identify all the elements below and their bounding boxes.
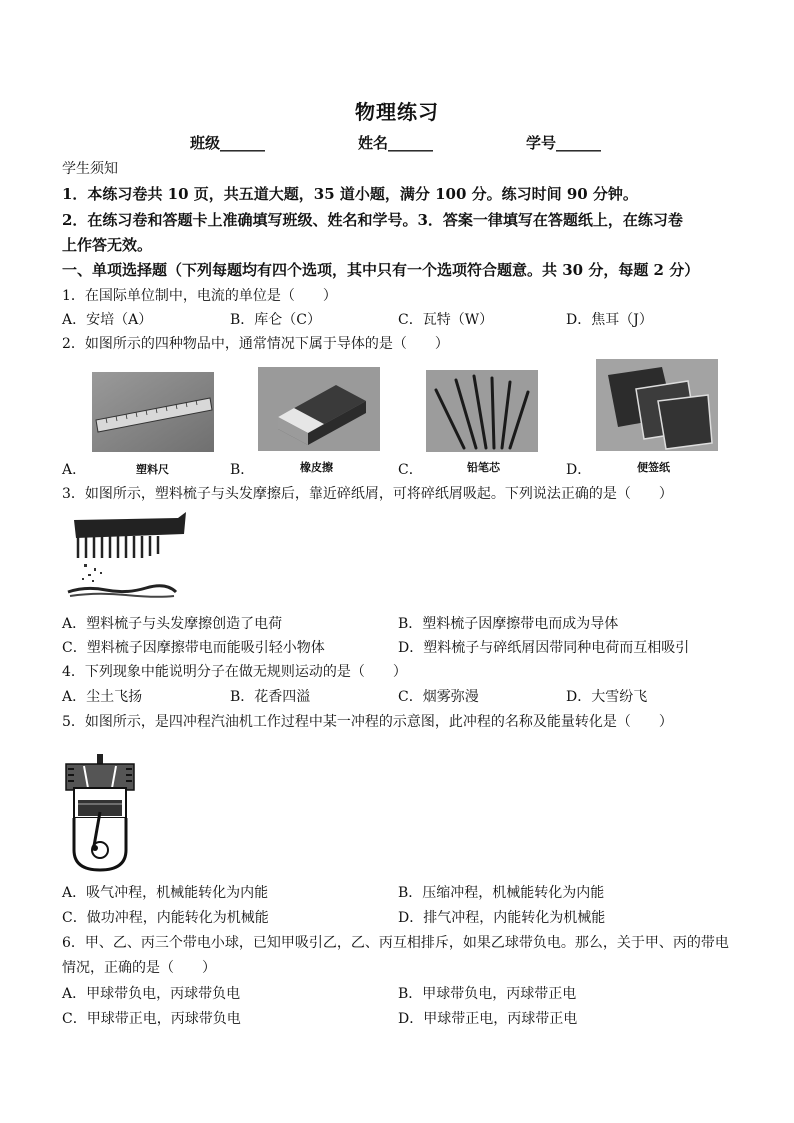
q2-caption-ruler: 塑料尺 [136,463,169,476]
notice-line-1: 1．本练习卷共 10 页，共五道大题，35 道小题，满分 100 分。练习时间 90 分钟。 [62,185,638,203]
plastic-ruler-image [92,372,214,452]
q1-option-b: B．库仑（C） [230,312,321,328]
name-field: 姓名______ [358,134,434,152]
page-title: 物理练习 [355,100,439,124]
q2-caption-eraser: 橡皮擦 [300,461,333,474]
q3-option-a: A．塑料梳子与头发摩擦创造了电荷 [62,616,283,632]
question-3-stem: 3．如图所示，塑料梳子与头发摩擦后，靠近碎纸屑，可将碎纸屑吸起。下列说法正确的是（ ） [62,486,673,502]
q3-option-d: D．塑料梳子与碎纸屑因带同种电荷而互相吸引 [398,640,690,656]
q4-option-c: C．烟雾弥漫 [398,689,479,705]
question-6-stem-line-1: 6．甲、乙、丙三个带电小球，已知甲吸引乙，乙、丙互相排斥，如果乙球带负电。那么，关于甲、丙的带电 [62,935,729,951]
notice-line-3: 上作答无效。 [62,236,153,254]
q2-option-c: C． [398,462,423,478]
q6-option-c: C．甲球带正电，丙球带负电 [62,1011,241,1027]
student-id-field: 学号______ [526,134,602,152]
q6-option-d: D．甲球带正电，丙球带正电 [398,1011,578,1027]
q5-option-a: A．吸气冲程，机械能转化为内能 [62,885,269,901]
class-field: 班级______ [190,134,266,152]
question-2-stem: 2．如图所示的四种物品中，通常情况下属于导体的是（ ） [62,336,449,352]
eraser-image [258,367,380,451]
q5-option-b: B．压缩冲程，机械能转化为内能 [398,885,605,901]
q5-option-c: C．做功冲程，内能转化为机械能 [62,910,269,926]
q3-option-b: B．塑料梳子因摩擦带电而成为导体 [398,616,619,632]
q6-option-a: A．甲球带负电，丙球带负电 [62,986,241,1002]
question-6-stem-line-2: 情况，正确的是（ ） [62,960,216,976]
q1-option-a: A．安培（A） [62,312,153,328]
q4-option-a: A．尘土飞扬 [62,689,143,705]
section-1-heading: 一、单项选择题（下列每题均有四个选项，其中只有一个选项符合题意。共 30 分，每题 2 分） [62,261,700,279]
question-5-stem: 5．如图所示，是四冲程汽油机工作过程中某一冲程的示意图，此冲程的名称及能量转化是（ ） [62,714,673,730]
q2-caption-sticky-notes: 便签纸 [637,461,670,474]
question-1-stem: 1．在国际单位制中，电流的单位是（ ） [62,288,337,304]
comb-paper-bits-image [66,508,190,600]
notice-line-2: 2．在练习卷和答题卡上准确填写班级、姓名和学号。3．答案一律填写在答题纸上，在练习卷 [62,211,683,229]
engine-stroke-diagram [64,754,136,872]
q2-option-a: A． [62,462,87,478]
q6-option-b: B．甲球带负电，丙球带正电 [398,986,577,1002]
q2-option-d: D． [566,462,592,478]
notice-heading: 学生须知 [62,161,118,177]
sticky-notes-image [596,359,718,451]
question-4-stem: 4．下列现象中能说明分子在做无规则运动的是（ ） [62,664,407,680]
q4-option-d: D．大雪纷飞 [566,689,648,705]
q1-option-c: C．瓦特（W） [398,312,494,328]
q5-option-d: D．排气冲程，内能转化为机械能 [398,910,606,926]
q2-option-b: B． [230,462,255,478]
q1-option-d: D．焦耳（J） [566,312,653,328]
pencil-lead-image [426,370,538,452]
q4-option-b: B．花香四溢 [230,689,311,705]
q2-caption-pencil-lead: 铅笔芯 [467,461,500,474]
q3-option-c: C．塑料梳子因摩擦带电而能吸引轻小物体 [62,640,325,656]
